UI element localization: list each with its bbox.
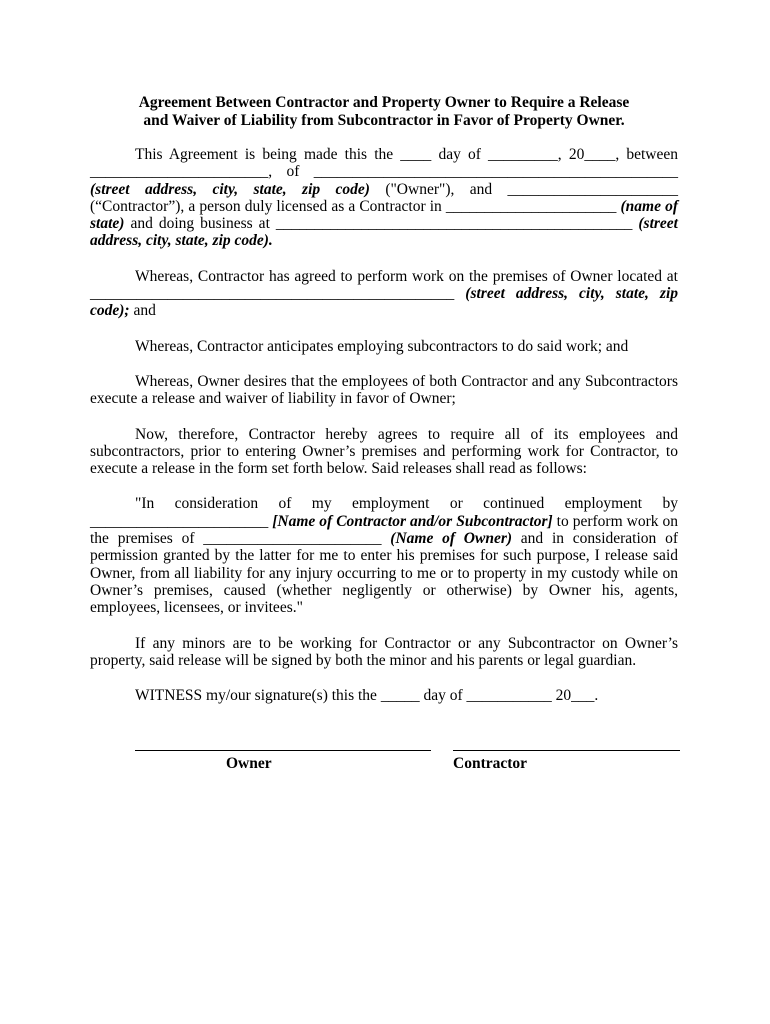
minors-paragraph: If any minors are to be working for Contractor or any Subcontractor on Owner’s property, said release will be signed by both the minor and his parents or legal guardian.: [90, 634, 678, 669]
intro-business-address-hint: (street address, city, state, zip code).: [90, 215, 678, 250]
intro-text-e: and doing business at ______________________________________________: [124, 215, 639, 233]
whereas-work-text-c: and: [129, 302, 156, 320]
intro-text-a: This Agreement is being made this the ____ day of _________, 20____, between _______________________, of _______________________________________________: [90, 146, 678, 181]
signature-block: [0, 750, 770, 780]
witness-paragraph: WITNESS my/our signature(s) this the _____ day of ___________ 20___.: [135, 687, 599, 705]
whereas-subcontractors-paragraph: Whereas, Contractor anticipates employing subcontractors to do said work; and: [135, 337, 629, 355]
agreement-intro-paragraph: [90, 146, 678, 250]
release-owner-name-hint: (Name of Owner): [390, 530, 513, 548]
release-text-e: and in consideration of permission granted by the latter for me to enter his premises for such purpose, I release said Owner, from all liability for any injury occurring to me or to property in my custody while on Owner’s premises, caused (whether negligently or otherwise) by Owner his, agents, employees, licensees, or invitees.": [90, 530, 678, 617]
contractor-signature-label: Contractor: [453, 755, 528, 772]
intro-text-c: ("Owner"), and ______________________ (“Contractor”), a person duly licensed as a Contractor in ______________________: [90, 180, 678, 215]
release-text-a: "In consideration of my employment or continued employment by _______________________: [90, 495, 678, 530]
intro-state-hint: (name of state): [90, 197, 678, 233]
owner-signature-line[interactable]: [135, 750, 431, 751]
release-text-paragraph: [90, 495, 678, 616]
now-therefore-paragraph: Now, therefore, Contractor hereby agrees to require all of its employees and subcontractors, prior to entering Owner’s premises and performing work for Contractor, to execute a release in the form set forth below. Said releases shall read as follows:: [90, 425, 678, 478]
document-title-line-1: Agreement Between Contractor and Property Owner to Require a Release: [138, 94, 630, 111]
contractor-signature-line[interactable]: [453, 750, 680, 751]
whereas-work-paragraph: [90, 268, 678, 320]
document-body: [90, 94, 678, 704]
whereas-premises-address-hint: (street address, city, state, zip code);: [90, 285, 679, 320]
intro-owner-address-hint: (street address, city, state, zip code): [90, 180, 370, 198]
owner-signature-label: Owner: [226, 755, 272, 772]
release-contractor-name-hint: [Name of Contractor and/or Subcontractor]: [272, 512, 553, 530]
document-title-line-2: and Waiver of Liability from Subcontractor in Favor of Property Owner.: [143, 111, 625, 129]
whereas-release-paragraph: Whereas, Owner desires that the employees of both Contractor and any Subcontractors execute a release and waiver of liability in favor of Owner;: [90, 372, 678, 408]
release-text-c: to perform work on the premises of _______________________: [90, 512, 679, 548]
whereas-work-text-a: Whereas, Contractor has agreed to perform work on the premises of Owner located at _______________________________________________: [90, 267, 678, 303]
